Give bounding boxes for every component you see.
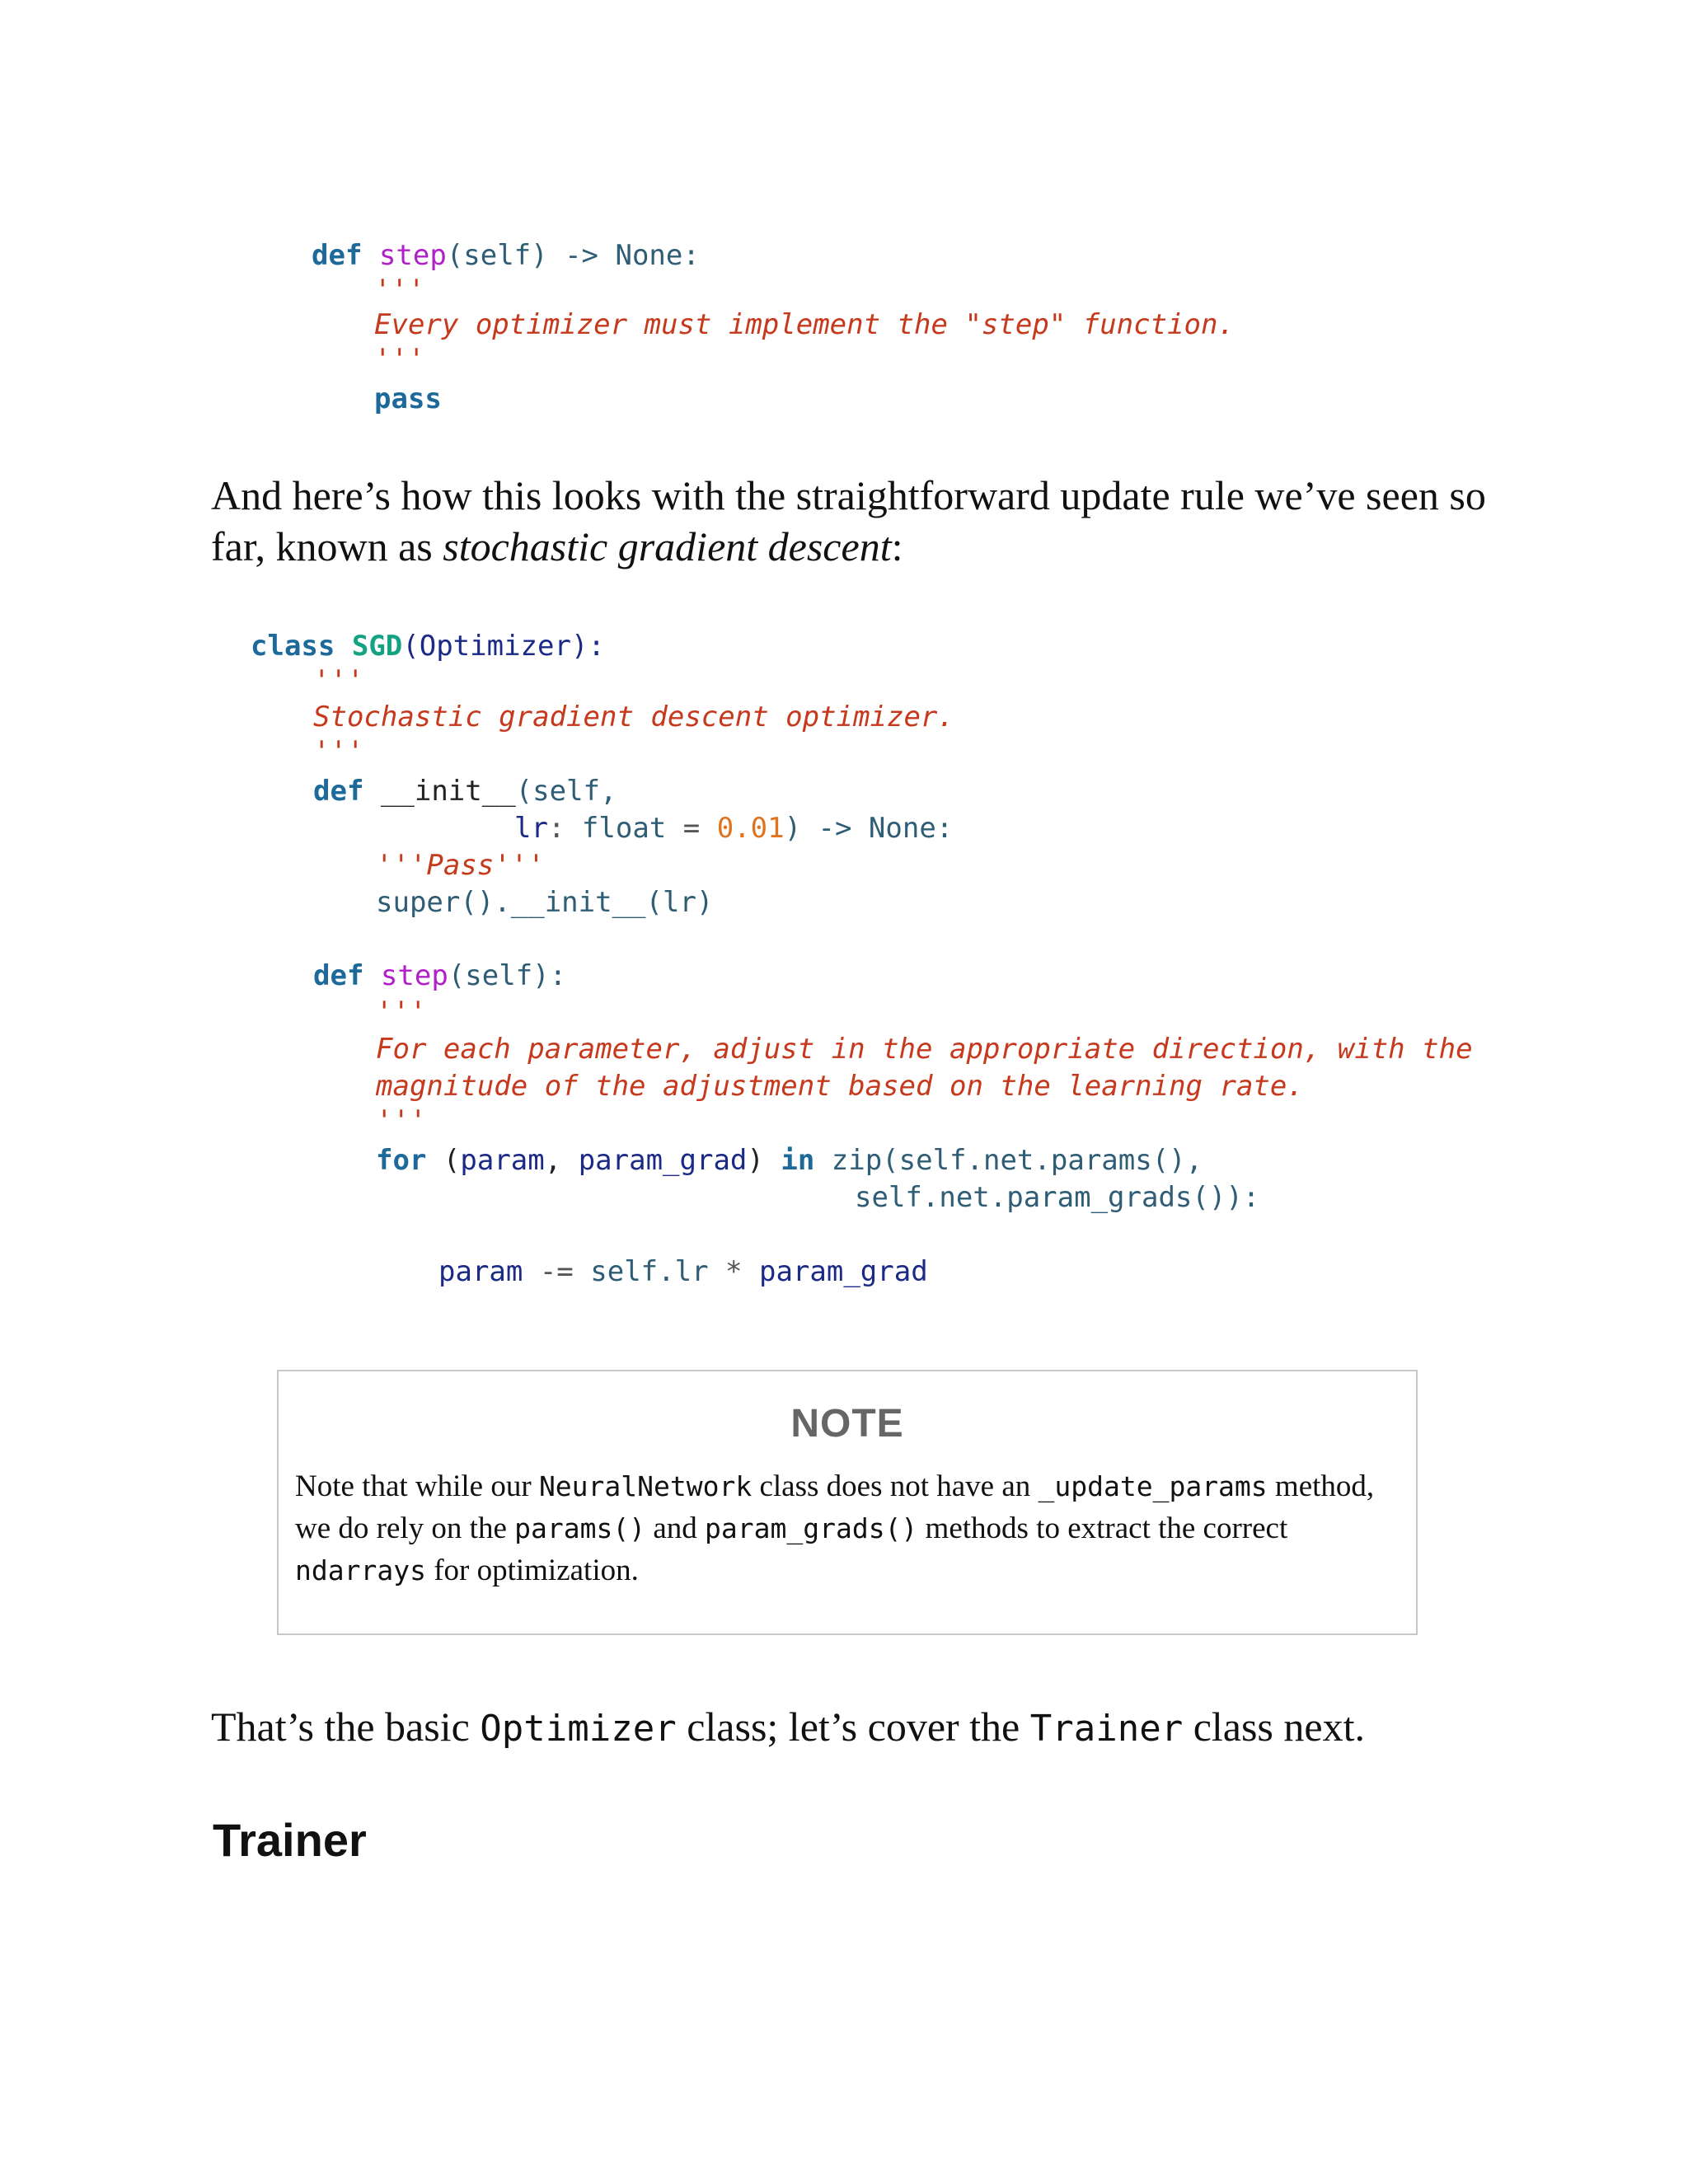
note-text-part: class does not have an xyxy=(752,1469,1039,1503)
args: (self, xyxy=(515,775,617,808)
keyword: class xyxy=(251,630,335,663)
operator: -= xyxy=(523,1255,591,1288)
keyword: in xyxy=(781,1144,815,1177)
punctuation: ) xyxy=(747,1144,781,1177)
type-name: float xyxy=(581,812,667,845)
docstring-quote: ''' xyxy=(376,996,427,1029)
note-title: NOTE xyxy=(790,1402,904,1446)
paragraph-sgd-intro xyxy=(211,470,1497,572)
class-base: (Optimizer): xyxy=(402,630,605,663)
section-heading: Trainer xyxy=(213,1814,367,1866)
code-block-step xyxy=(312,237,1235,435)
variable: param_grad xyxy=(578,1144,748,1177)
function-name: __init__ xyxy=(380,775,516,808)
function-name: step xyxy=(380,959,448,992)
operator: = xyxy=(666,812,717,845)
signature: (self) -> None: xyxy=(446,239,700,272)
docstring-quote: ''' xyxy=(374,343,425,376)
keyword: def xyxy=(312,239,363,272)
paragraph-text: That’s the basic xyxy=(211,1704,481,1750)
docstring-quote: ''' xyxy=(376,1104,427,1137)
docstring-quote: ''' xyxy=(313,735,364,768)
keyword: for xyxy=(376,1144,427,1177)
inline-code: params() xyxy=(514,1512,646,1544)
inline-code: Optimizer xyxy=(480,1708,677,1750)
code-block-sgd xyxy=(251,628,1473,1288)
variable: param xyxy=(438,1255,523,1288)
zip-call-continued: self.net.param_grads()): xyxy=(855,1181,1260,1214)
note-box xyxy=(277,1370,1418,1635)
variable: param_grad xyxy=(758,1255,928,1288)
docstring-quote: ''' xyxy=(374,274,425,307)
docstring-text: '''Pass''' xyxy=(376,849,545,882)
args: (self): xyxy=(448,959,567,992)
punctuation: , xyxy=(544,1144,579,1177)
inline-code: NeuralNetwork xyxy=(538,1470,753,1502)
operator: : xyxy=(547,812,582,845)
note-text-part: methods to extract the correct xyxy=(917,1511,1288,1545)
keyword: def xyxy=(313,775,364,808)
docstring-text: magnitude of the adjustment based on the learning rate. xyxy=(376,1070,1304,1103)
note-text-part: and xyxy=(645,1511,706,1545)
paragraph-text: class next. xyxy=(1183,1704,1365,1750)
punctuation: ( xyxy=(426,1144,461,1177)
param-name: lr xyxy=(514,812,548,845)
note-text-part: method, we do rely on the xyxy=(295,1469,1375,1545)
operator: * xyxy=(708,1255,759,1288)
docstring-text: For each parameter, adjust in the appropriate direction, with the xyxy=(376,1033,1473,1066)
docstring-quote: ''' xyxy=(313,664,364,697)
number: 0.01 xyxy=(716,812,785,845)
inline-code: _update_params xyxy=(1038,1470,1268,1502)
docstring-text: Every optimizer must implement the "step" function. xyxy=(374,308,1235,341)
paragraph-text: And here’s how this looks with the straightforward update rule we’ve seen so far, known as xyxy=(211,472,1486,569)
inline-code: Trainer xyxy=(1029,1708,1184,1750)
note-text-part: Note that while our xyxy=(295,1469,539,1503)
note-text-part: for optimization. xyxy=(425,1554,639,1587)
super-call: super().__init__(lr) xyxy=(376,886,714,919)
paragraph-trainer-intro xyxy=(211,1701,1530,1755)
signature: ) -> None: xyxy=(784,812,954,845)
docstring-text: Stochastic gradient descent optimizer. xyxy=(313,701,954,733)
zip-call: zip(self.net.params(), xyxy=(814,1144,1203,1177)
emphasis-text: stochastic gradient descent xyxy=(443,523,892,569)
paragraph-text: class; let’s cover the xyxy=(676,1704,1030,1750)
variable: param xyxy=(460,1144,545,1177)
inline-code: param_grads() xyxy=(705,1512,918,1544)
keyword: def xyxy=(313,959,364,992)
keyword: pass xyxy=(374,382,442,415)
inline-code: ndarrays xyxy=(295,1554,426,1586)
code-line xyxy=(312,237,700,274)
note-text xyxy=(295,1465,1400,1591)
class-name: SGD xyxy=(351,630,403,663)
attribute: self.lr xyxy=(590,1255,709,1288)
paragraph-text: : xyxy=(891,523,903,569)
function-name: step xyxy=(378,239,447,272)
